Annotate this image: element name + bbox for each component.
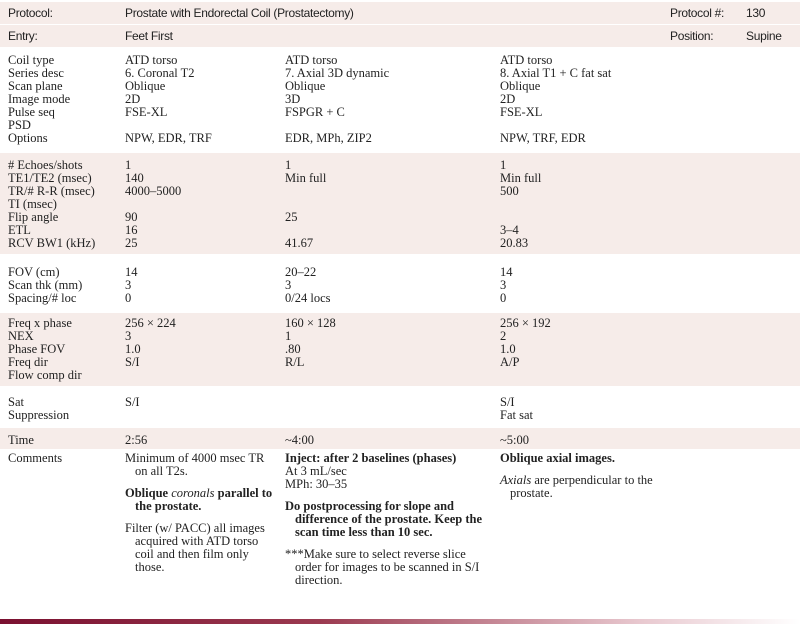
parameter-label: TI (msec) <box>8 197 57 211</box>
parameter-label: FOV (cm) <box>8 265 60 279</box>
parameter-value: 25 <box>125 236 138 250</box>
parameter-value: Oblique <box>285 79 326 93</box>
comment-text: Oblique axial images. <box>500 451 615 465</box>
parameter-value: 3 <box>285 278 292 292</box>
parameter-value: 1.0 <box>500 342 516 356</box>
parameter-value: 7. Axial 3D dynamic <box>285 66 390 80</box>
parameter-value: 140 <box>125 171 144 185</box>
parameter-value: 8. Axial T1 + C fat sat <box>500 66 612 80</box>
parameter-row <box>0 409 800 422</box>
parameter-value: Oblique <box>500 79 541 93</box>
parameter-value: NPW, EDR, TRF <box>125 131 212 145</box>
parameter-value: A/P <box>500 355 520 369</box>
entry-value: Feet First <box>125 29 173 43</box>
parameter-label: Scan thk (mm) <box>8 278 83 292</box>
parameter-label: Flow comp dir <box>8 368 82 382</box>
parameter-value: 90 <box>125 210 138 224</box>
parameter-row <box>0 93 800 106</box>
parameter-value: ATD torso <box>500 53 553 67</box>
parameter-value: 1 <box>285 158 292 172</box>
parameter-value: 16 <box>125 223 138 237</box>
parameter-value: 1 <box>285 329 292 343</box>
parameter-row <box>0 356 800 369</box>
comment-text: are perpendicular to the prostate. <box>510 473 653 500</box>
comment-paragraph <box>125 452 275 478</box>
parameter-value: 160 × 128 <box>285 316 336 330</box>
comment-text: At 3 mL/sec <box>285 464 347 478</box>
parameter-group <box>0 428 800 449</box>
parameter-value: FSE-XL <box>125 105 168 119</box>
parameter-row <box>0 369 800 382</box>
parameter-group <box>0 153 800 254</box>
parameter-value: 1 <box>125 158 132 172</box>
parameter-row <box>0 279 800 292</box>
comment-paragraph <box>125 522 275 574</box>
protocol-number-label: Protocol #: <box>670 6 725 20</box>
parameter-value: 0 <box>500 291 507 305</box>
parameter-value: 256 × 224 <box>125 316 176 330</box>
parameter-group <box>0 313 800 386</box>
parameter-value: 3 <box>500 278 507 292</box>
position-value: Supine <box>746 29 782 43</box>
comments-series-7 <box>285 452 485 596</box>
parameter-row <box>0 106 800 119</box>
parameter-label: Options <box>8 131 48 145</box>
comments-series-8 <box>500 452 680 509</box>
parameter-label: Scan plane <box>8 79 63 93</box>
parameter-row <box>0 396 800 409</box>
parameter-value: 1 <box>500 158 507 172</box>
parameter-value: 0/24 locs <box>285 291 331 305</box>
parameter-label: Freq dir <box>8 355 48 369</box>
parameter-value: 3D <box>285 92 301 106</box>
footer-bar <box>0 619 800 624</box>
comment-paragraph <box>500 452 680 465</box>
parameter-value: 4000–5000 <box>125 184 182 198</box>
parameter-label: TR/# R-R (msec) <box>8 184 95 198</box>
parameter-value: 1.0 <box>125 342 141 356</box>
parameter-value: 3–4 <box>500 223 519 237</box>
parameter-value: 256 × 192 <box>500 316 551 330</box>
parameter-label: Coil type <box>8 53 55 67</box>
parameter-value: 3 <box>125 329 132 343</box>
parameter-label: TE1/TE2 (msec) <box>8 171 92 185</box>
parameter-value: 3 <box>125 278 132 292</box>
parameter-value: 14 <box>125 265 138 279</box>
comment-text: ***Make sure to select reverse slice order for images to be scanned in S/I direction. <box>285 547 480 587</box>
parameter-row <box>0 237 800 250</box>
parameter-label: PSD <box>8 118 31 132</box>
protocol-number-value: 130 <box>746 6 766 20</box>
parameter-value: ATD torso <box>285 53 338 67</box>
parameter-row <box>0 343 800 356</box>
parameter-value: S/I <box>125 355 140 369</box>
parameter-value: 20.83 <box>500 236 529 250</box>
parameter-value: ~5:00 <box>500 433 529 447</box>
comment-text: Do postprocessing for slope and difference of the prostate. Keep the scan time less than 10 sec. <box>285 499 482 539</box>
parameter-row <box>0 434 800 447</box>
parameter-value: 41.67 <box>285 236 314 250</box>
parameter-label: NEX <box>8 329 34 343</box>
comment-text: Minimum of 4000 msec TR on all T2s. <box>125 451 265 478</box>
parameter-value: 2:56 <box>125 433 148 447</box>
comment-text: Filter (w/ PACC) all images acquired with ATD torso coil and then film only those. <box>125 521 265 574</box>
parameter-value: 20–22 <box>285 265 317 279</box>
parameter-label: Suppression <box>8 408 70 422</box>
parameter-row <box>0 198 800 211</box>
parameter-value: 2D <box>500 92 516 106</box>
parameter-label: Phase FOV <box>8 342 66 356</box>
parameter-value: ~4:00 <box>285 433 314 447</box>
parameter-value: FSE-XL <box>500 105 543 119</box>
parameter-value: 14 <box>500 265 513 279</box>
parameter-row <box>0 159 800 172</box>
parameter-group <box>0 261 800 309</box>
comment-paragraph <box>500 474 680 500</box>
parameter-label: Series desc <box>8 66 64 80</box>
protocol-label: Protocol: <box>8 6 53 20</box>
position-label: Position: <box>670 29 714 43</box>
parameter-value: FSPGR + C <box>285 105 345 119</box>
comment-text: MPh: 30–35 <box>285 477 348 491</box>
parameter-row <box>0 172 800 185</box>
protocol-row <box>0 2 800 24</box>
comment-text: coronals <box>171 486 215 500</box>
parameter-row <box>0 185 800 198</box>
parameter-label: Freq x phase <box>8 316 72 330</box>
entry-row <box>0 25 800 47</box>
parameter-value: 500 <box>500 184 519 198</box>
parameter-label: Sat <box>8 395 24 409</box>
parameter-value: 2D <box>125 92 141 106</box>
parameter-row <box>0 67 800 80</box>
parameter-row <box>0 54 800 67</box>
parameter-row <box>0 317 800 330</box>
parameter-label: Flip angle <box>8 210 59 224</box>
parameter-value: .80 <box>285 342 301 356</box>
comments-series-6 <box>125 452 275 583</box>
parameter-label: Image mode <box>8 92 71 106</box>
parameter-value: S/I <box>500 395 515 409</box>
parameter-value: 25 <box>285 210 298 224</box>
parameter-label: # Echoes/shots <box>8 158 83 172</box>
parameter-value: 0 <box>125 291 132 305</box>
parameter-row <box>0 132 800 145</box>
parameter-value: Oblique <box>125 79 166 93</box>
comment-paragraph <box>285 548 485 587</box>
parameter-label: Pulse seq <box>8 105 55 119</box>
comment-text: Inject: after 2 baselines (phases) <box>285 451 457 465</box>
parameter-row <box>0 224 800 237</box>
comment-paragraph <box>285 500 485 539</box>
parameter-label: Spacing/# loc <box>8 291 77 305</box>
protocol-value: Prostate with Endorectal Coil (Prostatectomy) <box>125 6 354 20</box>
parameter-value: R/L <box>285 355 305 369</box>
comment-text: Axials <box>500 473 532 487</box>
parameter-row <box>0 292 800 305</box>
parameter-value: ATD torso <box>125 53 178 67</box>
parameter-value: EDR, MPh, ZIP2 <box>285 131 372 145</box>
parameter-row <box>0 211 800 224</box>
parameter-row <box>0 330 800 343</box>
parameter-value: 6. Coronal T2 <box>125 66 195 80</box>
parameter-row <box>0 80 800 93</box>
parameter-group <box>0 48 800 149</box>
comment-paragraph <box>125 487 275 513</box>
comment-paragraph <box>285 478 485 491</box>
comments-label: Comments <box>8 451 63 465</box>
comment-text: Oblique <box>125 486 172 500</box>
entry-label: Entry: <box>8 29 38 43</box>
parameter-row <box>0 119 800 132</box>
parameter-label: ETL <box>8 223 31 237</box>
parameter-row <box>0 266 800 279</box>
parameter-value: 2 <box>500 329 507 343</box>
parameter-label: Time <box>8 433 34 447</box>
parameter-value: Min full <box>500 171 542 185</box>
parameter-value: Min full <box>285 171 327 185</box>
parameter-label: RCV BW1 (kHz) <box>8 236 96 250</box>
parameter-value: NPW, TRF, EDR <box>500 131 586 145</box>
parameter-group <box>0 392 800 426</box>
parameter-value: Fat sat <box>500 408 533 422</box>
comment-text: parallel to the prostate. <box>135 486 273 513</box>
parameter-value: S/I <box>125 395 140 409</box>
